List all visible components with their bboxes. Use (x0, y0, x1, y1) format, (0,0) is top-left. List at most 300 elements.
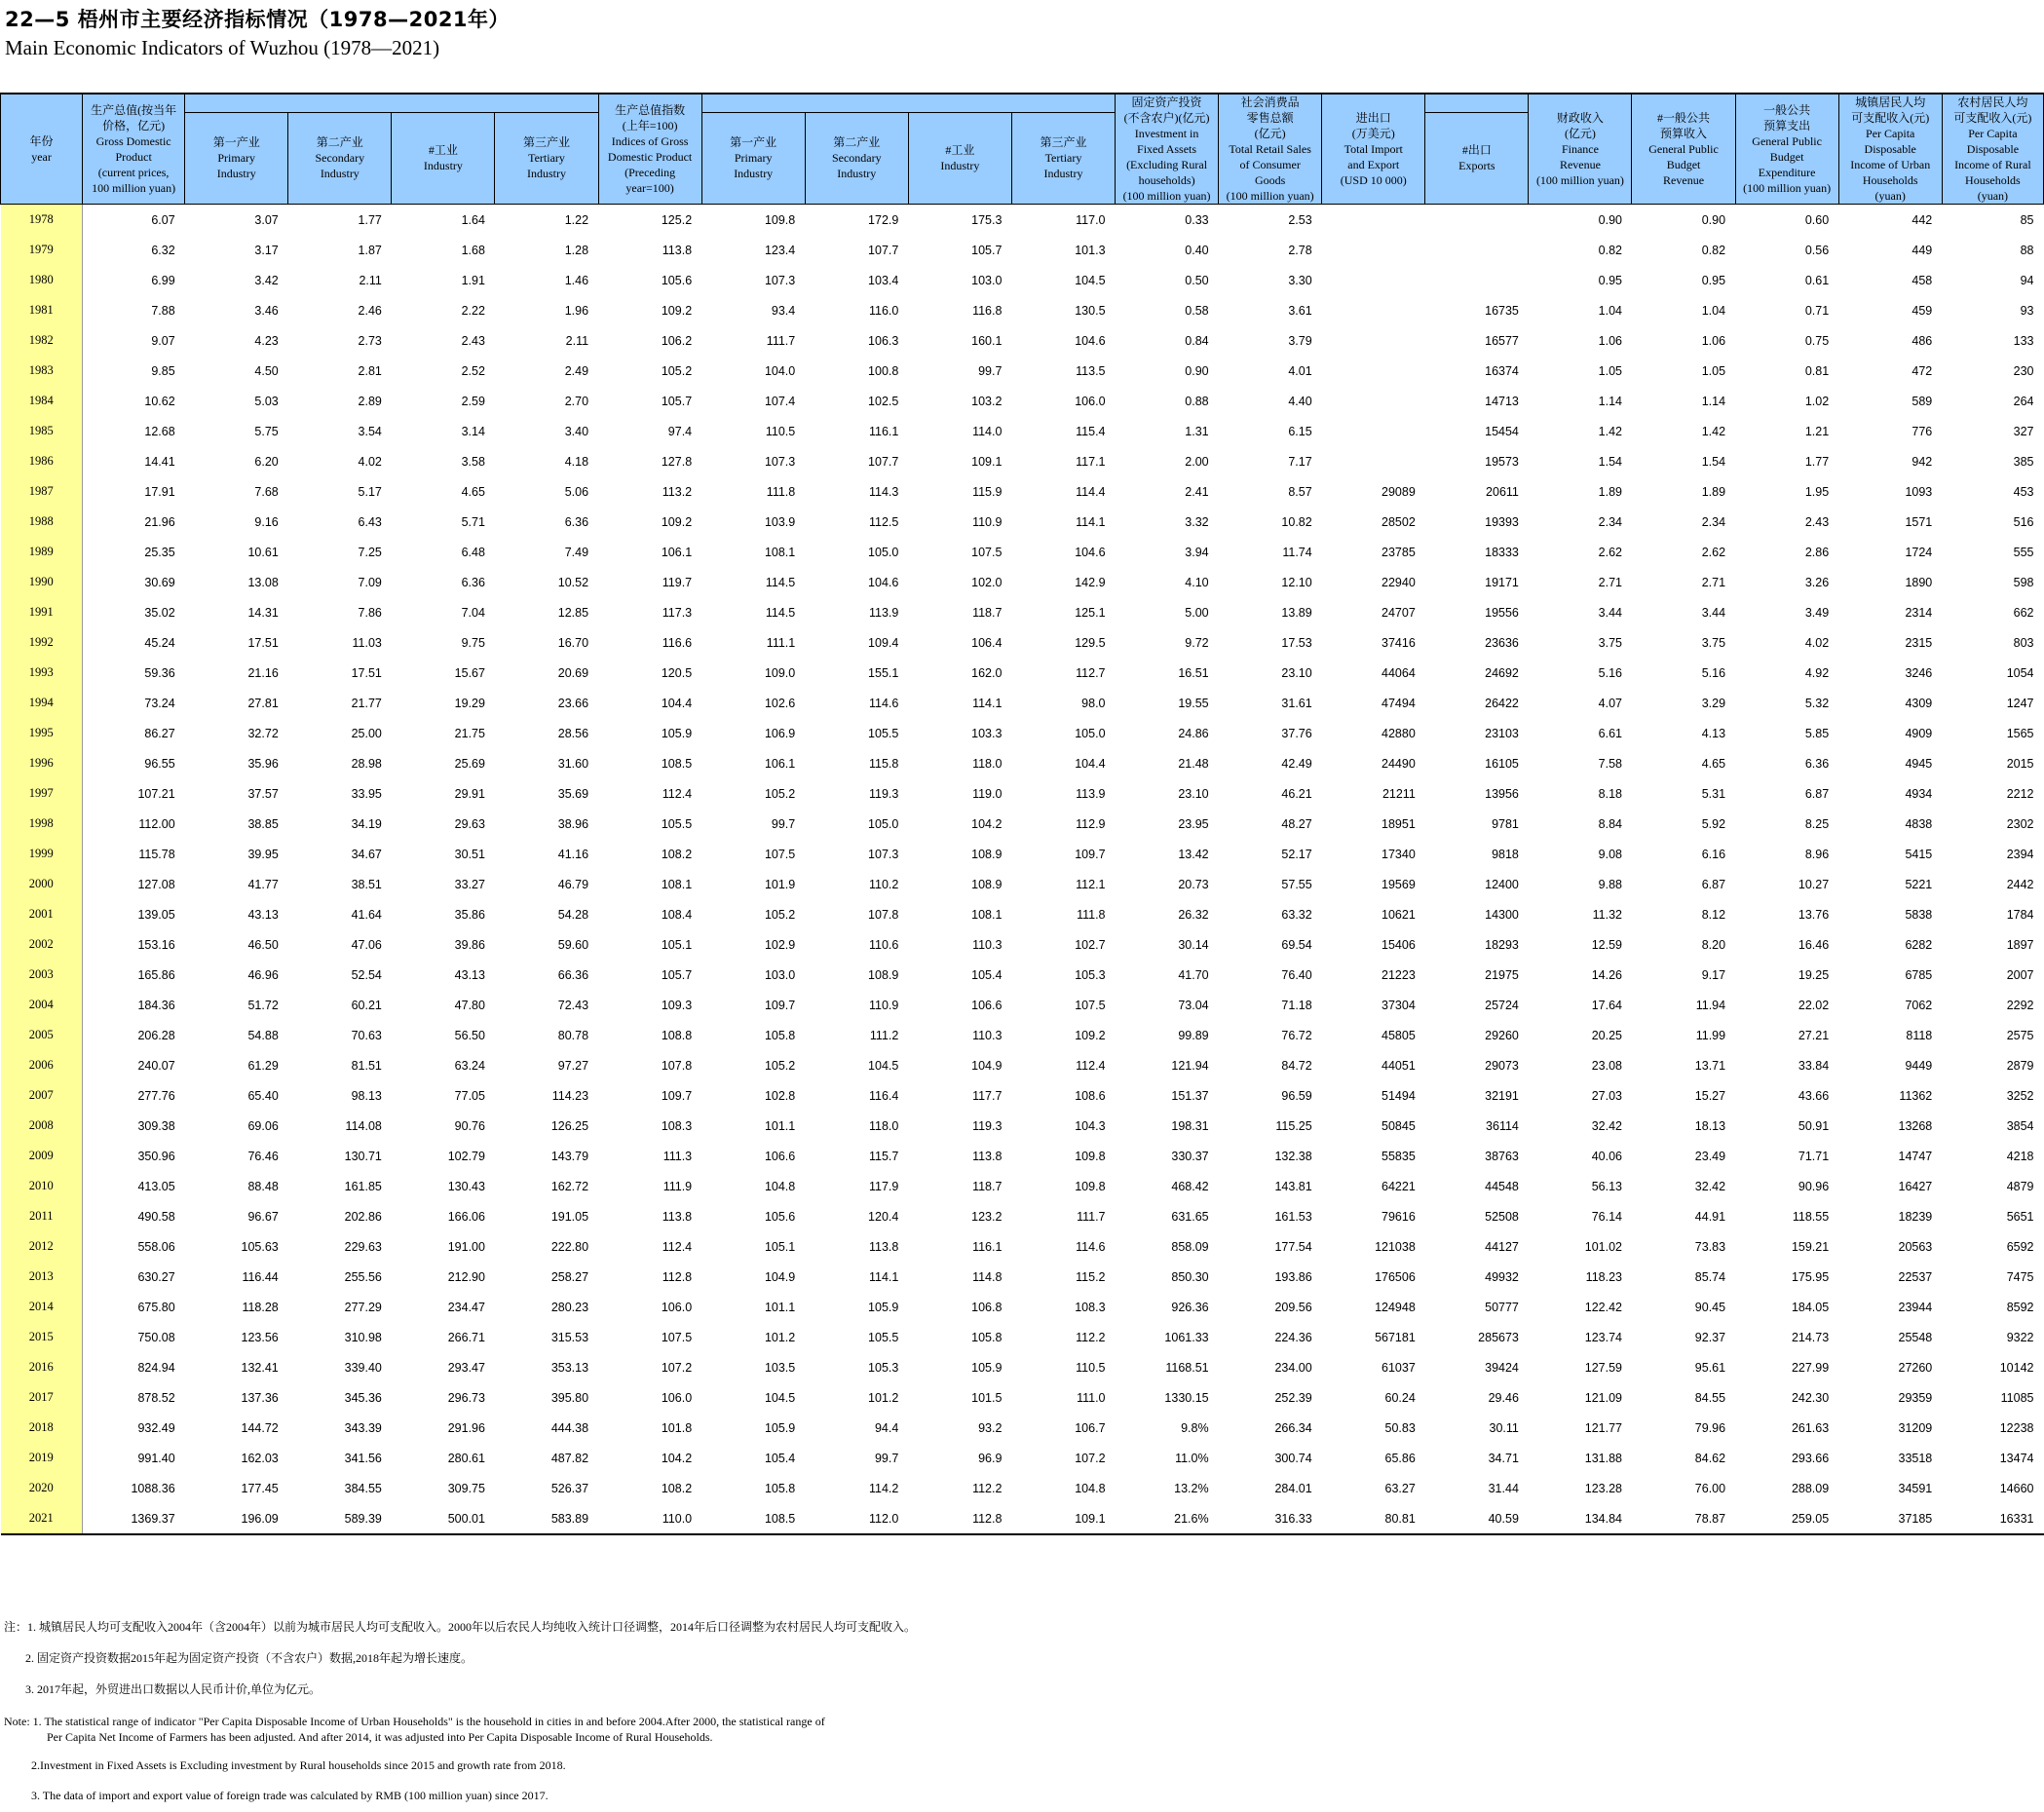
cell-year: 2015 (1, 1322, 83, 1352)
cell-year: 1999 (1, 839, 83, 869)
table-row (1, 476, 2044, 507)
cell-rural-income: 1247 (2006, 696, 2034, 710)
cell-exports: 29260 (1485, 1028, 1519, 1042)
cell-urban-income: 33518 (1898, 1451, 1933, 1465)
cell-fixed-assets: 0.90 (1185, 363, 1209, 378)
cell-secondary: 7.09 (358, 575, 382, 589)
cell-primary-index: 105.2 (764, 786, 796, 801)
header-line: 预算支出 (1763, 119, 1811, 132)
cell-retail-sales: 252.39 (1274, 1390, 1312, 1405)
table-row (1, 688, 2044, 718)
cell-primary-index: 108.5 (701, 1503, 805, 1534)
cell-exports: 39424 (1485, 1360, 1519, 1375)
header-line: #工业 (945, 143, 975, 158)
cell-industry-index: 106.4 (971, 635, 1003, 650)
cell-import-export: 37304 (1382, 998, 1416, 1012)
cell-secondary: 589.39 (288, 1503, 392, 1534)
cell-industry: 296.73 (447, 1390, 485, 1405)
cell-gdp-index: 106.0 (661, 1390, 693, 1405)
cell-tertiary-index: 108.3 (1075, 1300, 1106, 1314)
cell-gdp-index: 113.2 (662, 484, 693, 499)
cell-tertiary: 80.78 (557, 1028, 589, 1042)
cell-gdp-index: 109.7 (661, 1088, 693, 1103)
header-line: Tertiary (1044, 151, 1082, 166)
cell-secondary: 345.36 (344, 1390, 382, 1405)
header-line: Per Capita (1968, 127, 2018, 140)
cell-finance-revenue: 1.14 (1598, 394, 1622, 408)
cell-fixed-assets: 26.32 (1178, 907, 1209, 922)
cell-secondary-index: 105.5 (868, 1330, 899, 1344)
cell-primary: 4.23 (254, 333, 279, 348)
cell-fixed-assets: 13.2% (1174, 1481, 1209, 1495)
header-spacer-index (701, 94, 1115, 112)
cell-gdp: 153.16 (137, 937, 175, 952)
cell-fixed-assets: 0.88 (1185, 394, 1209, 408)
cell-rural-income: 85 (2020, 212, 2034, 227)
cell-gdp: 25.35 (144, 545, 175, 559)
cell-tertiary-index: 130.5 (1075, 303, 1106, 318)
header-line: 社会消费品 (1240, 95, 1300, 109)
cell-budget-expenditure: 0.81 (1804, 363, 1830, 378)
cell-exports: 15454 (1485, 424, 1519, 438)
cell-urban-income: 942 (1912, 454, 1933, 469)
cell-gdp: 112.00 (138, 816, 175, 831)
cell-industry: 90.76 (454, 1118, 485, 1133)
cell-import-export (1322, 386, 1425, 416)
cell-budget-revenue: 4.13 (1701, 726, 1726, 740)
cell-budget-expenditure: 293.66 (1791, 1451, 1830, 1465)
cell-secondary: 52.54 (351, 967, 382, 982)
cell-gdp: 35.02 (144, 605, 175, 620)
cell-import-export: 19569 (1382, 877, 1416, 891)
cell-primary-index: 101.9 (764, 877, 796, 891)
header-budget-revenue (1632, 94, 1735, 205)
cell-gdp-index: 119.7 (662, 575, 693, 589)
cell-urban-income: 6785 (1905, 967, 1933, 982)
cell-fixed-assets: 41.70 (1178, 967, 1209, 982)
cell-year: 2013 (1, 1262, 83, 1292)
header-line: General Public (1648, 142, 1719, 156)
cell-industry-index: 103.3 (971, 726, 1003, 740)
cell-retail-sales: 17.53 (1281, 635, 1312, 650)
cell-import-export (1322, 205, 1425, 236)
cell-retail-sales: 115.25 (1275, 1118, 1312, 1133)
cell-gdp-index: 117.3 (662, 605, 693, 620)
cell-tertiary-index: 104.8 (1075, 1481, 1106, 1495)
cell-tertiary-index: 125.1 (1075, 605, 1106, 620)
header-line: (不含农户)(亿元) (1123, 111, 1210, 125)
cell-year: 2012 (1, 1231, 83, 1262)
cell-year: 1980 (1, 265, 83, 295)
cell-year: 1979 (1, 235, 83, 265)
cell-industry-index: 105.7 (971, 243, 1003, 257)
cell-industry: 29.63 (454, 816, 485, 831)
table-body (1, 205, 2044, 1535)
cell-urban-income: 25548 (1898, 1330, 1933, 1344)
cell-secondary: 2.46 (358, 303, 382, 318)
cell-budget-expenditure: 227.99 (1791, 1360, 1830, 1375)
cell-gdp-index: 109.3 (661, 998, 693, 1012)
cell-finance-revenue: 6.61 (1598, 726, 1622, 740)
cell-tertiary: 28.56 (557, 726, 589, 740)
cell-budget-revenue: 92.37 (1694, 1330, 1726, 1344)
cell-fixed-assets: 0.58 (1185, 303, 1209, 318)
cell-rural-income: 2007 (2006, 967, 2034, 982)
cell-finance-revenue: 11.32 (1592, 907, 1622, 922)
cell-finance-revenue: 8.84 (1598, 816, 1622, 831)
cell-industry-index: 108.1 (971, 907, 1003, 922)
cell-rural-income: 555 (2013, 545, 2034, 559)
cell-urban-income: 7062 (1905, 998, 1933, 1012)
cell-fixed-assets: 24.86 (1178, 726, 1209, 740)
cell-tertiary: 2.70 (564, 394, 589, 408)
cell-secondary: 5.17 (358, 484, 382, 499)
cell-urban-income: 13268 (1898, 1118, 1933, 1133)
cell-primary: 41.77 (247, 877, 279, 891)
cell-finance-revenue: 131.88 (1584, 1451, 1622, 1465)
header-line: Tertiary (528, 151, 565, 166)
cell-retail-sales: 42.49 (1281, 756, 1312, 771)
cell-year: 1991 (1, 597, 83, 627)
cell-gdp-index: 109.2 (661, 303, 693, 318)
header-line: Industry (423, 159, 463, 173)
cell-exports: 9818 (1492, 847, 1519, 861)
cell-budget-expenditure: 4.92 (1804, 665, 1830, 680)
header-gdp (83, 94, 185, 205)
cell-urban-income: 459 (1912, 303, 1933, 318)
cell-exports: 40.59 (1425, 1503, 1529, 1534)
cell-budget-revenue: 23.49 (1694, 1149, 1726, 1163)
cell-retail-sales: 3.30 (1288, 273, 1312, 287)
page-title-en: Main Economic Indicators of Wuzhou (1978—2021) (5, 36, 440, 59)
cell-exports: 21975 (1485, 967, 1519, 982)
cell-secondary-index: 172.9 (868, 212, 899, 227)
header-line: (亿元) (1564, 127, 1596, 140)
cell-tertiary-index: 112.7 (1076, 665, 1106, 680)
cell-tertiary: 487.82 (550, 1451, 589, 1465)
cell-exports: 16735 (1485, 303, 1519, 318)
cell-retail-sales: 76.72 (1281, 1028, 1312, 1042)
cell-fixed-assets: 9.72 (1185, 635, 1209, 650)
cell-finance-revenue: 1.05 (1598, 363, 1622, 378)
cell-budget-revenue: 76.00 (1694, 1481, 1726, 1495)
cell-import-export: 44064 (1382, 665, 1416, 680)
cell-primary-index: 102.8 (764, 1088, 796, 1103)
cell-gdp: 21.96 (144, 514, 175, 529)
cell-rural-income: 16331 (1942, 1503, 2043, 1534)
cell-secondary-index: 155.1 (868, 665, 899, 680)
cell-finance-revenue: 5.16 (1598, 665, 1622, 680)
header-line: 生产总值指数 (615, 103, 686, 117)
cell-secondary: 41.64 (351, 907, 382, 922)
cell-secondary-index: 106.3 (868, 333, 899, 348)
cell-primary-index: 110.5 (765, 424, 796, 438)
cell-gdp-index: 112.4 (662, 1239, 693, 1254)
cell-tertiary: 1.46 (564, 273, 589, 287)
cell-exports: 19573 (1485, 454, 1519, 469)
cell-import-export: 29089 (1382, 484, 1416, 499)
cell-industry-index: 162.0 (971, 665, 1003, 680)
cell-tertiary: 1.96 (564, 303, 589, 318)
page-title-cn: 22—5 梧州市主要经济指标情况（1978—2021年） (5, 8, 511, 31)
cell-primary-index: 106.9 (764, 726, 796, 740)
cell-secondary-index: 118.0 (868, 1118, 899, 1133)
cell-urban-income: 34591 (1898, 1481, 1933, 1495)
cell-primary-index: 104.5 (764, 1390, 796, 1405)
cell-gdp-index: 105.5 (661, 816, 693, 831)
cell-budget-expenditure: 6.87 (1804, 786, 1830, 801)
cell-secondary-index: 103.4 (868, 273, 899, 287)
cell-exports: 49932 (1485, 1269, 1519, 1284)
cell-budget-revenue: 90.45 (1694, 1300, 1726, 1314)
cell-primary: 9.16 (254, 514, 279, 529)
cell-urban-income: 37185 (1838, 1503, 1942, 1534)
cell-finance-revenue: 12.59 (1591, 937, 1622, 952)
cell-budget-revenue: 1.54 (1701, 454, 1726, 469)
cell-rural-income: 7475 (2006, 1269, 2034, 1284)
cell-import-export: 567181 (1375, 1330, 1416, 1344)
cell-tertiary: 97.27 (557, 1058, 589, 1073)
cell-secondary: 7.25 (358, 545, 382, 559)
cell-secondary: 114.08 (345, 1118, 382, 1133)
cell-budget-expenditure: 50.91 (1798, 1118, 1830, 1133)
cell-primary-index: 103.9 (764, 514, 796, 529)
cell-tertiary-index: 107.2 (1075, 1451, 1106, 1465)
table-row (1, 507, 2044, 537)
cell-gdp-index: 116.6 (662, 635, 693, 650)
cell-tertiary: 12.85 (557, 605, 589, 620)
cell-year: 2000 (1, 869, 83, 899)
cell-tertiary-index: 111.7 (1077, 1209, 1106, 1224)
header-line: 第二产业 (833, 135, 881, 150)
cell-tertiary: 222.80 (550, 1239, 589, 1254)
header-line: households) (1138, 173, 1195, 187)
cell-gdp: 878.52 (137, 1390, 175, 1405)
table-row (1, 869, 2044, 899)
cell-tertiary-index: 129.5 (1075, 635, 1106, 650)
cell-industry-index: 93.2 (978, 1420, 1003, 1435)
cell-urban-income: 22537 (1898, 1269, 1933, 1284)
cell-finance-revenue: 56.13 (1591, 1179, 1622, 1193)
cell-exports: 23636 (1485, 635, 1519, 650)
header-line: (USD 10 000) (1340, 173, 1407, 187)
table-row (1, 325, 2044, 356)
cell-tertiary: 4.18 (564, 454, 589, 469)
cell-gdp-index: 110.0 (598, 1503, 701, 1534)
cell-tertiary: 353.13 (550, 1360, 589, 1375)
cell-tertiary-index: 109.1 (1011, 1503, 1115, 1534)
cell-industry: 3.58 (461, 454, 485, 469)
cell-tertiary: 191.05 (550, 1209, 589, 1224)
cell-industry: 3.14 (461, 424, 485, 438)
cell-fixed-assets: 9.8% (1181, 1420, 1209, 1435)
cell-budget-expenditure: 242.30 (1791, 1390, 1830, 1405)
cell-tertiary: 395.80 (550, 1390, 589, 1405)
cell-industry: 77.05 (454, 1088, 485, 1103)
cell-budget-expenditure: 1.77 (1804, 454, 1830, 469)
cell-rural-income: 1565 (2006, 726, 2034, 740)
header-line: Industry (734, 167, 774, 181)
table-row (1, 718, 2044, 748)
cell-budget-expenditure: 0.56 (1804, 243, 1830, 257)
table-row (1, 929, 2044, 960)
cell-exports: 30.11 (1489, 1420, 1519, 1435)
cell-gdp: 14.41 (144, 454, 175, 469)
header-line: Income of Rural (1954, 158, 2031, 171)
cell-gdp: 96.55 (144, 756, 175, 771)
cell-rural-income: 133 (2013, 333, 2034, 348)
table-row (1, 899, 2044, 929)
cell-gdp: 277.76 (137, 1088, 175, 1103)
cell-fixed-assets: 4.10 (1185, 575, 1209, 589)
cell-retail-sales: 4.01 (1288, 363, 1312, 378)
cell-industry-index: 160.1 (971, 333, 1003, 348)
cell-industry-index: 105.4 (971, 967, 1003, 982)
cell-secondary-index: 113.9 (868, 605, 899, 620)
cell-budget-revenue: 1.14 (1701, 394, 1726, 408)
cell-primary: 27.81 (247, 696, 279, 710)
cell-industry: 130.43 (447, 1179, 485, 1193)
cell-secondary: 341.56 (344, 1451, 382, 1465)
cell-budget-revenue: 1.89 (1701, 484, 1726, 499)
cell-primary: 32.72 (247, 726, 279, 740)
cell-primary-index: 123.4 (764, 243, 796, 257)
cell-primary: 3.07 (254, 212, 279, 227)
table-row (1, 295, 2044, 325)
header-line: Households (1862, 173, 1918, 187)
cell-finance-revenue: 118.23 (1585, 1269, 1622, 1284)
cell-gdp: 558.06 (137, 1239, 175, 1254)
cell-retail-sales: 84.72 (1281, 1058, 1312, 1073)
cell-tertiary-index: 111.0 (1077, 1390, 1106, 1405)
cell-finance-revenue: 101.02 (1584, 1239, 1622, 1254)
cell-tertiary: 1.22 (564, 212, 589, 227)
cell-rural-income: 385 (2013, 454, 2034, 469)
cell-rural-income: 2015 (2006, 756, 2034, 771)
cell-fixed-assets: 198.31 (1171, 1118, 1209, 1133)
cell-retail-sales: 13.89 (1281, 605, 1312, 620)
cell-retail-sales: 46.21 (1281, 786, 1312, 801)
cell-year: 1983 (1, 356, 83, 386)
cell-industry: 6.48 (461, 545, 485, 559)
cell-industry-index: 110.9 (972, 514, 1003, 529)
cell-industry: 56.50 (454, 1028, 485, 1042)
header-import-export (1322, 94, 1425, 205)
cell-primary: 196.09 (185, 1503, 288, 1534)
table-row (1, 1080, 2044, 1111)
cell-tertiary: 258.27 (550, 1269, 589, 1284)
table-row (1, 386, 2044, 416)
header-line: General Public (1752, 134, 1822, 148)
cell-budget-expenditure: 214.73 (1791, 1330, 1830, 1344)
cell-exports: 32191 (1485, 1088, 1519, 1103)
cell-import-export: 24490 (1382, 756, 1416, 771)
header-rural-income (1942, 94, 2043, 205)
cell-exports: 18293 (1485, 937, 1519, 952)
cell-fixed-assets: 2.41 (1185, 484, 1209, 499)
cell-tertiary-index: 105.3 (1075, 967, 1106, 982)
cell-primary-index: 99.7 (771, 816, 796, 831)
cell-budget-expenditure: 43.66 (1798, 1088, 1830, 1103)
cell-import-export: 18951 (1382, 816, 1416, 831)
cell-gdp-index: 106.2 (661, 333, 693, 348)
cell-urban-income: 1093 (1905, 484, 1933, 499)
cell-exports: 34.71 (1488, 1451, 1519, 1465)
cell-import-export: 55835 (1382, 1149, 1416, 1163)
cell-tertiary: 54.28 (557, 907, 589, 922)
header-line: Investment in (1134, 127, 1199, 140)
cell-tertiary: 143.79 (550, 1149, 589, 1163)
cell-gdp-index: 105.7 (661, 394, 693, 408)
cell-rural-income: 230 (2013, 363, 2034, 378)
cell-fixed-assets: 330.37 (1171, 1149, 1209, 1163)
cell-budget-expenditure: 1.02 (1804, 394, 1830, 408)
cell-rural-income: 94 (2020, 273, 2034, 287)
cell-industry: 166.06 (447, 1209, 485, 1224)
cell-industry-index: 110.3 (972, 1028, 1003, 1042)
cell-finance-revenue: 17.64 (1591, 998, 1622, 1012)
cell-gdp-index: 111.9 (662, 1179, 693, 1193)
table-row (1, 1413, 2044, 1443)
cell-finance-revenue: 9.88 (1598, 877, 1622, 891)
cell-gdp-index: 109.2 (661, 514, 693, 529)
cell-exports: 18333 (1485, 545, 1519, 559)
cell-tertiary: 6.36 (564, 514, 589, 529)
cell-tertiary-index: 113.5 (1076, 363, 1106, 378)
header-line: 一般公共 (1763, 103, 1811, 117)
cell-budget-expenditure: 5.85 (1804, 726, 1830, 740)
cell-budget-expenditure: 1.21 (1804, 424, 1830, 438)
table-row (1, 1382, 2044, 1413)
cell-retail-sales: 143.81 (1274, 1179, 1312, 1193)
cell-gdp-index: 113.8 (662, 243, 693, 257)
cell-secondary-index: 107.3 (868, 847, 899, 861)
cell-year: 2008 (1, 1111, 83, 1141)
cell-secondary: 28.98 (351, 756, 382, 771)
header-line: Budget (1769, 150, 1804, 164)
cell-budget-revenue: 8.20 (1701, 937, 1726, 952)
cell-primary-index: 105.8 (764, 1481, 796, 1495)
cell-budget-expenditure: 0.61 (1804, 273, 1830, 287)
cell-industry: 212.90 (447, 1269, 485, 1284)
cell-retail-sales: 11.74 (1282, 545, 1312, 559)
cell-urban-income: 29359 (1898, 1390, 1933, 1405)
cell-tertiary: 2.11 (565, 333, 589, 348)
cell-gdp: 9.85 (151, 363, 175, 378)
cell-budget-expenditure: 175.95 (1791, 1269, 1830, 1284)
cell-fixed-assets: 926.36 (1171, 1300, 1209, 1314)
header-line: Households (1965, 173, 2021, 187)
table-row (1, 567, 2044, 597)
cell-gdp: 1369.37 (83, 1503, 185, 1534)
table-row (1, 1171, 2044, 1201)
cell-primary: 39.95 (247, 847, 279, 861)
cell-exports: 52508 (1485, 1209, 1519, 1224)
cell-budget-expenditure: 5.32 (1804, 696, 1830, 710)
cell-exports: 285673 (1478, 1330, 1519, 1344)
cell-import-export: 60.24 (1384, 1390, 1416, 1405)
cell-import-export: 50845 (1382, 1118, 1416, 1133)
cell-import-export (1322, 235, 1425, 265)
cell-rural-income: 2442 (2006, 877, 2034, 891)
cell-secondary: 310.98 (344, 1330, 382, 1344)
cell-tertiary-index: 111.8 (1077, 907, 1106, 922)
cell-gdp-index: 125.2 (661, 212, 693, 227)
cell-fixed-assets: 13.42 (1178, 847, 1209, 861)
cell-fixed-assets: 0.84 (1185, 333, 1209, 348)
cell-rural-income: 88 (2020, 243, 2034, 257)
cell-fixed-assets: 5.00 (1185, 605, 1209, 620)
